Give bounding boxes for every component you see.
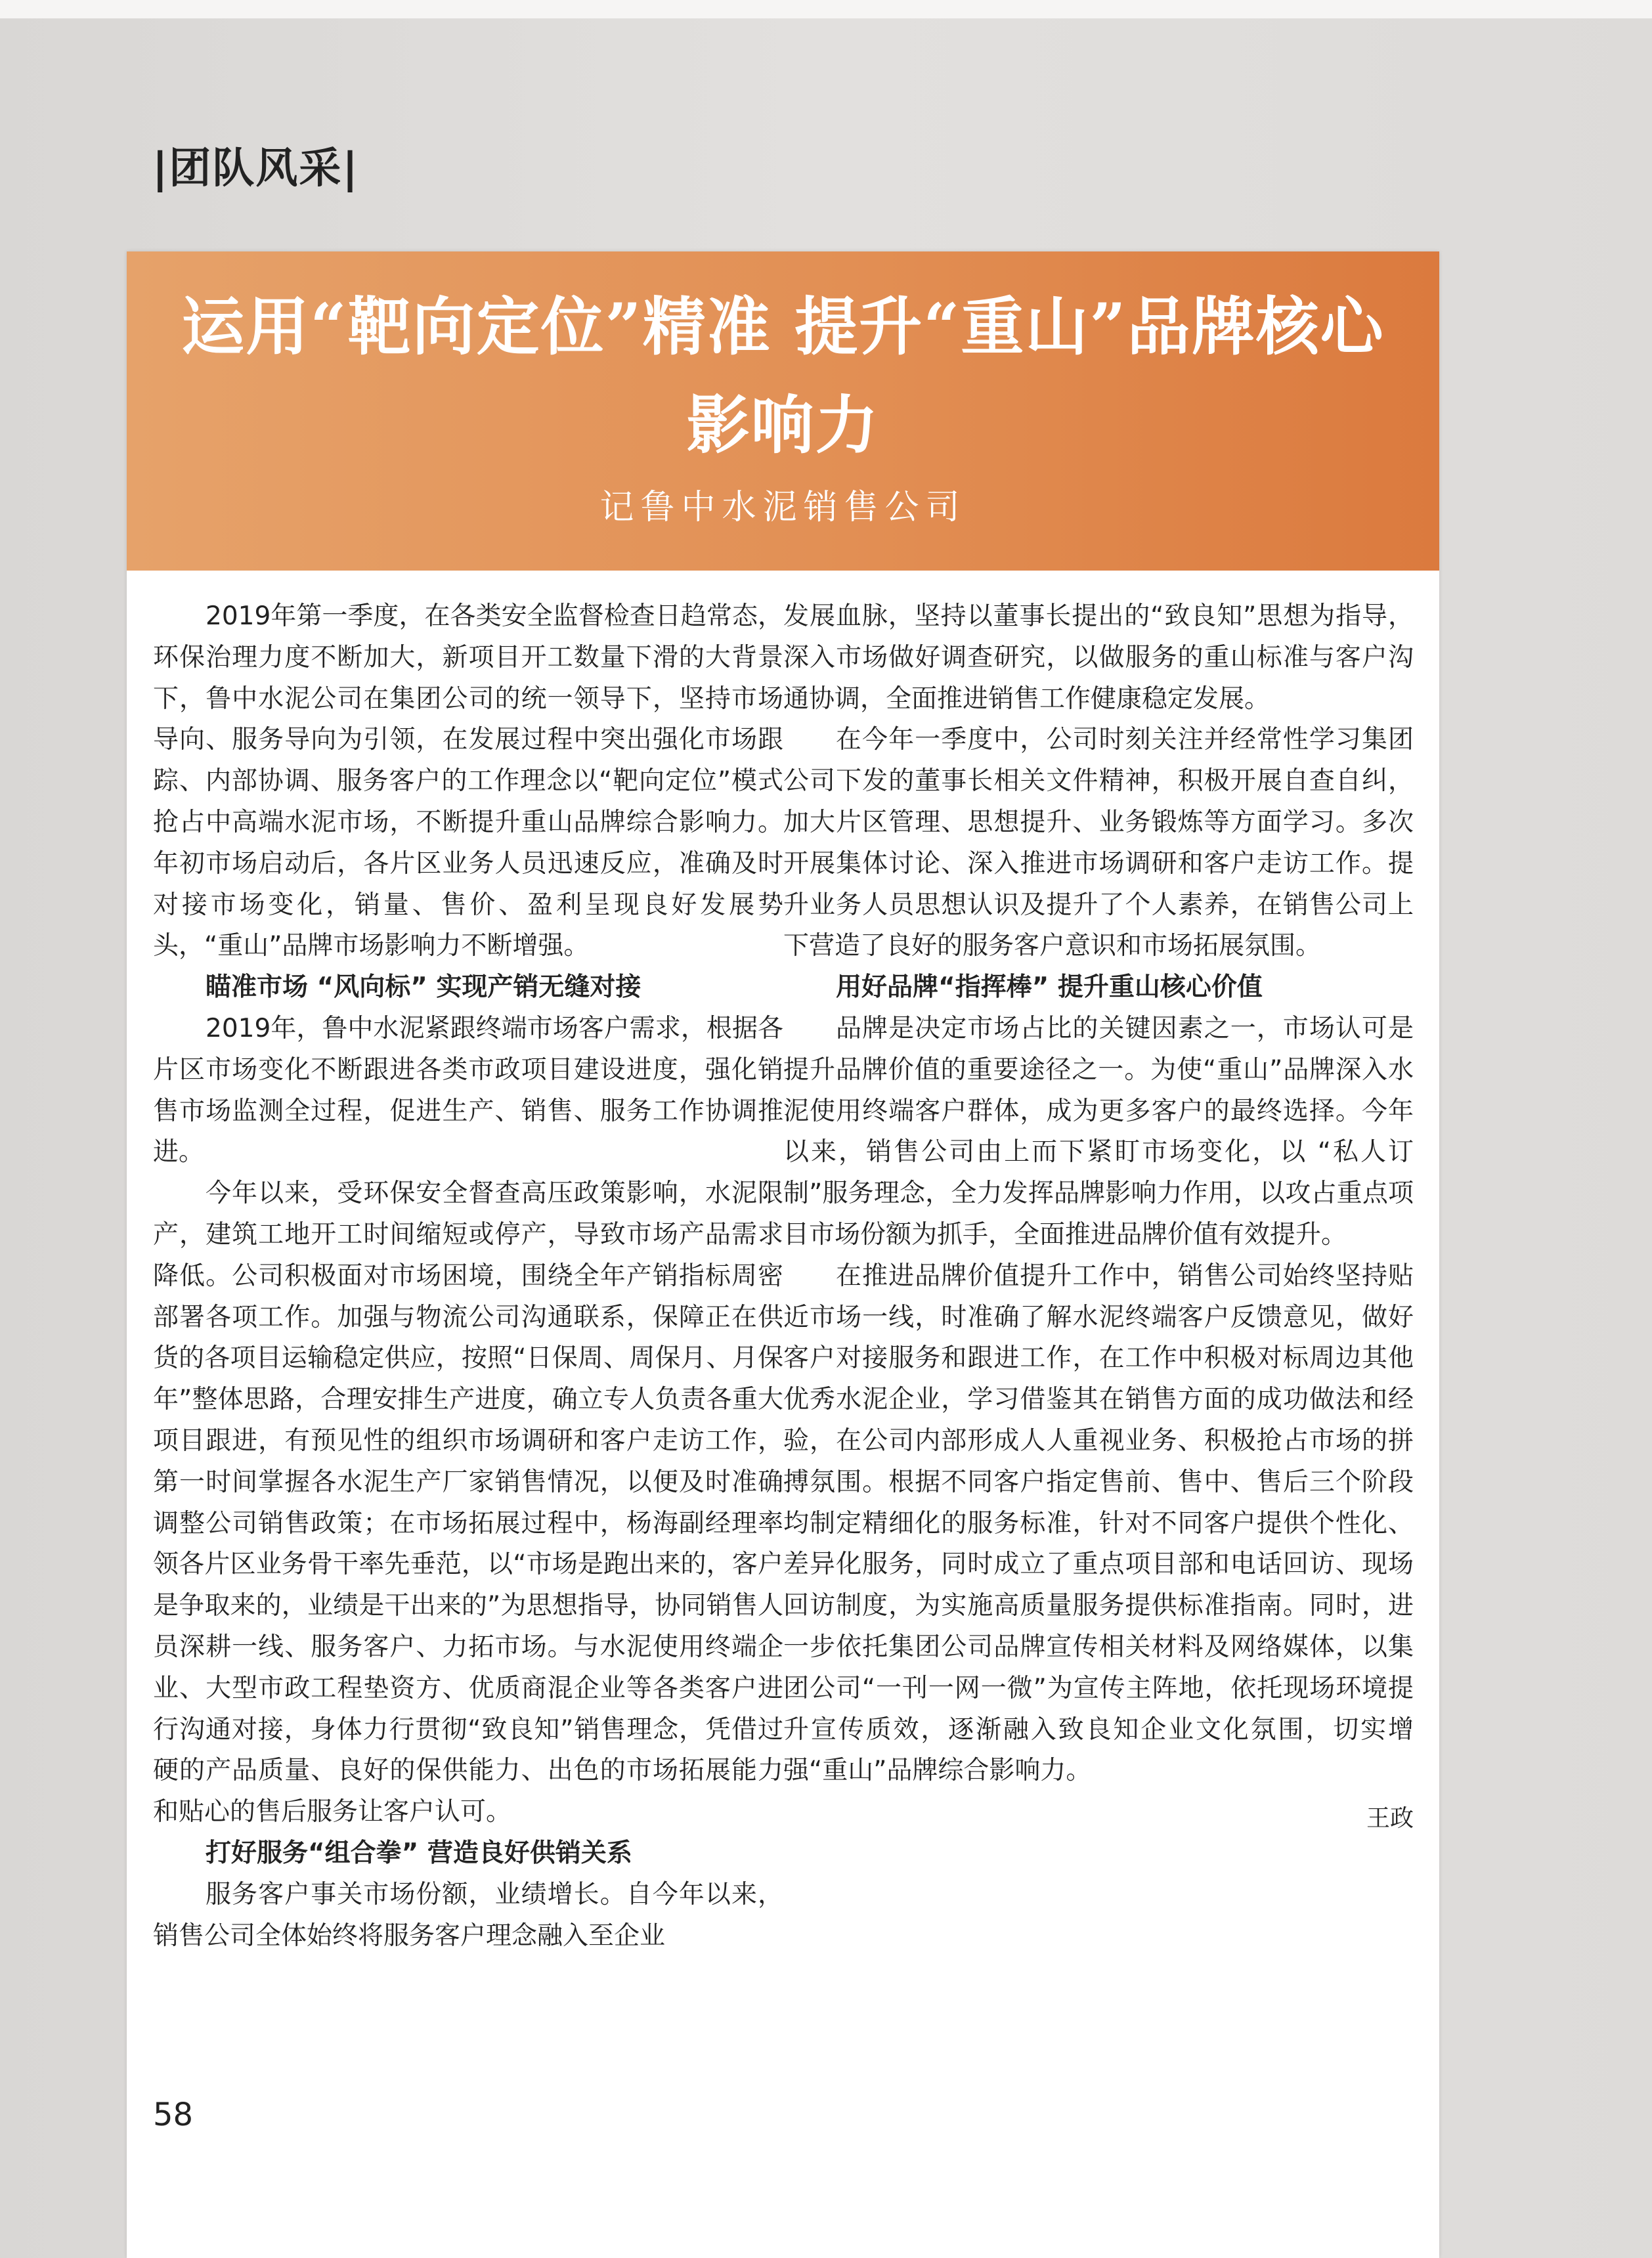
- section-heading: 用好品牌“指挥棒” 提升重山核心价值: [836, 972, 1263, 1003]
- section-tag: |团队风采|: [152, 144, 359, 193]
- top-band: [0, 0, 1652, 18]
- paragraph: 今年以来，受环保安全督查高压政策影响，水泥限产，建筑工地开工时间缩短或停产，导致市场产品需求降低。公司积极面对市场困境，围绕全年产销指标周密部署各项工作。加强与物流公司沟通联系，保障正在供货的各项目运输稳定供应，按照“日保周、周保月、月保年”整体思路，合理安排生产进度，确立专人负责各重大项目跟进，有预见性的组织市场调研和客户走访工作，第一时间掌握各水泥生产厂家销售情况，以便及时准确调整公司销售政策；在市场拓展过程中，杨海副经理率领各片区业务骨干率先垂范，以“市场是跑出来的，客户是争取来的，业绩是干出来的”为思想指导，协同销售人员深耕一线、服务客户、力拓市场。与水泥使用终端企业、大型市政工程垫资方、优质商混企业等各类客户进行沟通对接，身体力行贯彻“致良知”销售理念，凭借过硬的产品质量、良好的保供能力、出色的市场拓展能力和贴心的售后服务让客户认可。: [153, 1179, 783, 1827]
- section-heading: 瞄准市场 “风向标” 实现产销无缝对接: [206, 972, 641, 1003]
- paragraph: 2019年，鲁中水泥紧跟终端市场客户需求，根据各片区市场变化不断跟进各类市政项目建设进度，强化销售市场监测全过程，促进生产、销售、服务工作协调推进。: [153, 1013, 783, 1167]
- paragraph: 服务客户事关市场份额，业绩增长。自今年以来，销售公司全体始终将服务客户理念融入至企业: [153, 1879, 783, 1951]
- section-heading: 打好服务“组合拳” 营造良好供销关系: [206, 1838, 632, 1868]
- paragraph: 在今年一季度中，公司时刻关注并经常性学习集团公司下发的董事长相关文件精神，积极开展自查自纠，加大片区管理、思想提升、业务锻炼等方面学习。多次开展集体讨论、深入推进市场调研和客户走访工作。提升业务人员思想认识及提升了个人素养，在销售公司上下营造了良好的服务客户意识和市场拓展氛围。: [783, 725, 1414, 961]
- paragraph: 2019年第一季度，在各类安全监督检查日趋常态，环保治理力度不断加大，新项目开工数量下滑的大背景下，鲁中水泥公司在集团公司的统一领导下，坚持市场导向、服务导向为引领，在发展过程中突出强化市场跟踪、内部协调、服务客户的工作理念以“靶向定位”模式抢占中高端水泥市场，不断提升重山品牌综合影响力。年初市场启动后，各片区业务人员迅速反应，准确及时对接市场变化，销量、售价、盈利呈现良好发展势头，“重山”品牌市场影响力不断增强。: [153, 601, 783, 961]
- title-banner: [127, 251, 1439, 571]
- left-column: [153, 596, 783, 1957]
- right-column: [783, 596, 1414, 1840]
- article-subtitle: 记鲁中水泥销售公司: [599, 488, 967, 527]
- paragraph: 在推进品牌价值提升工作中，销售公司始终坚持贴近市场一线，时准确了解水泥终端客户反馈意见，做好客户对接服务和跟进工作，在工作中积极对标周边其他优秀水泥企业，学习借鉴其在销售方面的成功做法和经验，在公司内部形成人人重视业务、积极抢占市场的拼搏氛围。根据不同客户指定售前、售中、售后三个阶段均制定精细化的服务标准，针对不同客户提供个性化、差异化服务，同时成立了重点项目部和电话回访、现场回访制度，为实施高质量服务提供标准指南。同时，进一步依托集团公司品牌宣传相关材料及网络媒体，以集团公司“一刊一网一微”为宣传主阵地，依托现场环境提升宣传质效，逐渐融入致良知企业文化氛围，切实增强“重山”品牌综合影响力。: [783, 1261, 1414, 1786]
- magazine-page: [127, 251, 1439, 2258]
- author-signature: 王政: [1366, 1805, 1414, 1833]
- paragraph: 发展血脉，坚持以董事长提出的“致良知”思想为指导，深入市场做好调查研究，以做服务的重山标准与客户沟通协调，全面推进销售工作健康稳定发展。: [783, 601, 1414, 714]
- paragraph: 品牌是决定市场占比的关键因素之一，市场认可是提升品牌价值的重要途径之一。为使“重山”品牌深入水泥使用终端客户群体，成为更多客户的最终选择。今年以来，销售公司由上而下紧盯市场变化，以 “私人订制”服务理念，全力发挥品牌影响力作用，以攻占重点项目市场份额为抓手，全面推进品牌价值有效提升。: [783, 1013, 1414, 1249]
- article-title: 运用“靶向定位”精准 提升“重山”品牌核心影响力: [181, 290, 1385, 462]
- page-number: 58: [153, 2096, 194, 2133]
